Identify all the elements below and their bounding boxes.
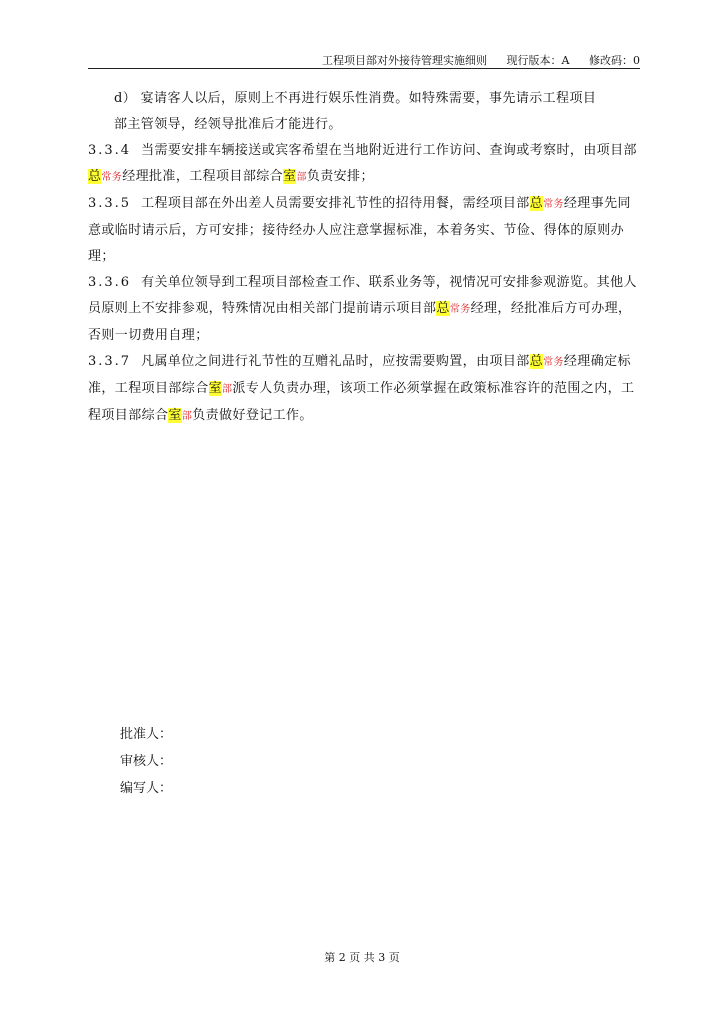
reviewer-label: 审核人： (120, 754, 173, 769)
clause-text: 凡属单位之间进行礼节性的互赠礼品时，应按需要购置，由项目部 (141, 354, 530, 369)
paragraph-d-line1: d） 宴请客人以后，原则上不再进行娱乐性消费。如特殊需要，事先请示工程项目 (114, 91, 597, 106)
clause-text: 负责安排； (306, 169, 374, 184)
page-header (88, 52, 640, 69)
clause-number: 3.3.6 (88, 275, 132, 290)
paragraph-3-3-4 (88, 138, 640, 191)
clause-text: 有关单位领导到工程项目部检查工作、联系业务等，视情况可安排参观游览。其他人员原则上不安排参观，特殊情况由相关部门提前请示项目部 (88, 275, 637, 316)
clause-text: 派专人负责办理，该项工作必须掌握在政策标准容许的范围之内，工程项目部综合 (88, 381, 635, 423)
header-revision: 修改码：0 (589, 54, 640, 67)
highlighted-deletion: 总 (529, 196, 544, 211)
highlighted-deletion: 室 (208, 381, 223, 396)
paragraph-3-3-6 (88, 270, 640, 349)
document-body (88, 86, 640, 430)
clause-text: 经理确定标准，工程项目部综合 (88, 354, 631, 396)
clause-text: 工程项目部在外出差人员需要安排礼节性的招待用餐，需经项目部 (141, 196, 530, 211)
revision-insert: 部 (222, 384, 233, 395)
header-version: 现行版本：A (506, 54, 570, 67)
highlighted-deletion: 总 (88, 169, 102, 184)
clause-text: 负责做好登记工作。 (192, 408, 313, 423)
clause-number: 3.3.5 (88, 196, 132, 211)
paragraph-3-3-5 (88, 191, 640, 270)
highlighted-deletion: 室 (283, 169, 297, 184)
paragraph-d-line2: 部主管领导，经领导批准后才能进行。 (114, 117, 342, 132)
highlighted-deletion: 总 (436, 301, 450, 316)
paragraph-3-3-7 (88, 349, 640, 430)
revision-insert: 常务 (449, 304, 471, 315)
page-number: 第 2 页 共 3 页 (324, 951, 400, 964)
clause-number: 3.3.4 (88, 143, 132, 158)
header-doc-title: 工程项目部对外接待管理实施细则 (322, 54, 488, 67)
revision-insert: 部 (181, 411, 193, 422)
approver-label: 批准人： (120, 727, 173, 742)
clause-text: 经理批准，工程项目部综合 (122, 169, 284, 184)
clause-text: 经理，经批准后方可办理，否则一切费用自理； (88, 301, 632, 343)
highlighted-deletion: 总 (529, 354, 544, 369)
revision-insert: 常务 (543, 199, 564, 210)
paragraph-d (88, 86, 640, 138)
writer-label: 编写人： (120, 781, 173, 796)
clause-text: 当需要安排车辆接送或宾客希望在当地附近进行工作访问、查询或考察时，由项目部 (141, 143, 637, 158)
revision-insert: 常务 (101, 172, 123, 183)
clause-number: 3.3.7 (88, 354, 132, 369)
clause-text: 经理事先同意或临时请示后，方可安排；接待经办人应注意掌握标准，本着务实、节俭、得体的原则办理； (88, 196, 631, 264)
revision-insert: 常务 (543, 357, 564, 368)
highlighted-deletion: 室 (168, 408, 182, 423)
revision-insert: 部 (296, 172, 307, 183)
